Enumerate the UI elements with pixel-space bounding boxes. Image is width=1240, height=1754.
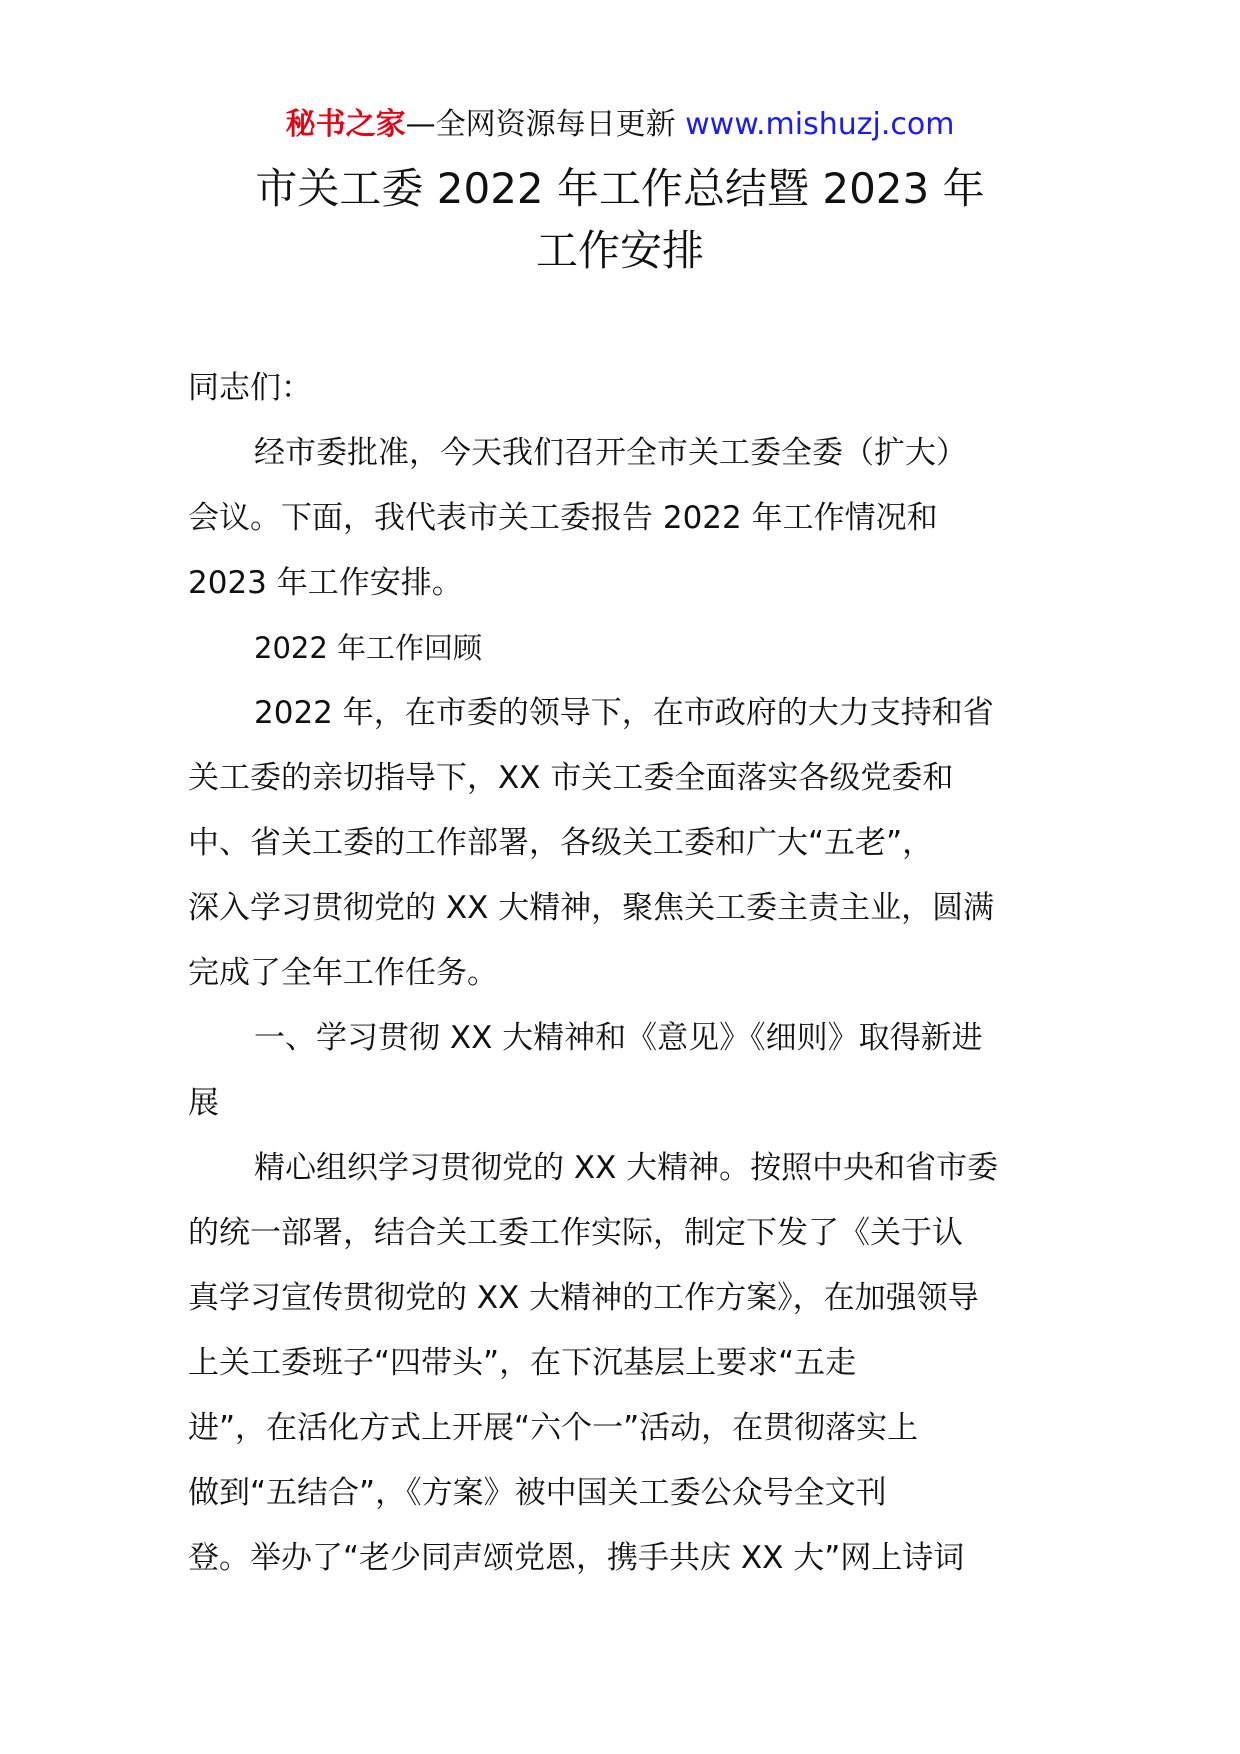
paragraph-line: 深入学习贯彻党的 XX 大精神，聚焦关工委主责主业，圆满 xyxy=(188,890,995,926)
section-heading xyxy=(188,616,1056,681)
paragraph-line: 真学习宣传贯彻党的 XX 大精神的工作方案》，在加强领导 xyxy=(188,1280,979,1316)
paragraph-line: 登。举办了“老少同声颂党恩，携手共庆 XX 大”网上诗词 xyxy=(188,1540,965,1576)
paragraph-line: 精心组织学习贯彻党的 XX 大精神。按照中央和省市委 xyxy=(254,1150,999,1186)
paragraph-review xyxy=(188,681,1056,1006)
title-line-1: 市关工委 2022 年工作总结暨 2023 年 xyxy=(255,164,985,213)
banner-url[interactable]: www.mishuzj.com xyxy=(685,107,955,142)
document-title xyxy=(0,158,1240,282)
paragraph-line: 进”，在活化方式上开展“六个一”活动，在贯彻落实上 xyxy=(188,1410,919,1446)
paragraph-line: 2023 年工作安排。 xyxy=(188,565,463,601)
heading-line: 展 xyxy=(188,1085,219,1121)
paragraph-line: 上关工委班子“四带头”，在下沉基层上要求“五走 xyxy=(188,1345,857,1381)
title-line-2: 工作安排 xyxy=(535,226,704,275)
paragraph-study xyxy=(188,1136,1056,1591)
banner-slogan: —全网资源每日更新 xyxy=(405,107,676,142)
paragraph-line: 经市委批准，今天我们召开全市关工委全委（扩大） xyxy=(254,435,967,471)
brand-name: 秘书之家 xyxy=(285,107,406,142)
subsection-heading-1 xyxy=(188,1006,1056,1136)
paragraph-line: 2022 年，在市委的领导下，在市政府的大力支持和省 xyxy=(254,695,994,731)
paragraph-line: 完成了全年工作任务。 xyxy=(188,955,498,991)
paragraph-line: 做到“五结合”，《方案》被中国关工委公众号全文刊 xyxy=(188,1475,887,1511)
paragraph-line: 中、省关工委的工作部署，各级关工委和广大“五老”， xyxy=(188,825,934,861)
salutation xyxy=(188,356,1056,421)
paragraph-intro xyxy=(188,421,1056,616)
site-banner xyxy=(0,101,1240,149)
paragraph-line: 关工委的亲切指导下，XX 市关工委全面落实各级党委和 xyxy=(188,760,954,796)
paragraph-line: 会议。下面，我代表市关工委报告 2022 年工作情况和 xyxy=(188,500,938,536)
document-body xyxy=(188,356,1056,1591)
section-heading-text: 2022 年工作回顾 xyxy=(254,631,483,665)
heading-line: 一、学习贯彻 XX 大精神和《意见》《细则》取得新进 xyxy=(254,1020,983,1056)
salutation-text: 同志们： xyxy=(188,370,312,406)
paragraph-line: 的统一部署，结合关工委工作实际，制定下发了《关于认 xyxy=(188,1215,963,1251)
